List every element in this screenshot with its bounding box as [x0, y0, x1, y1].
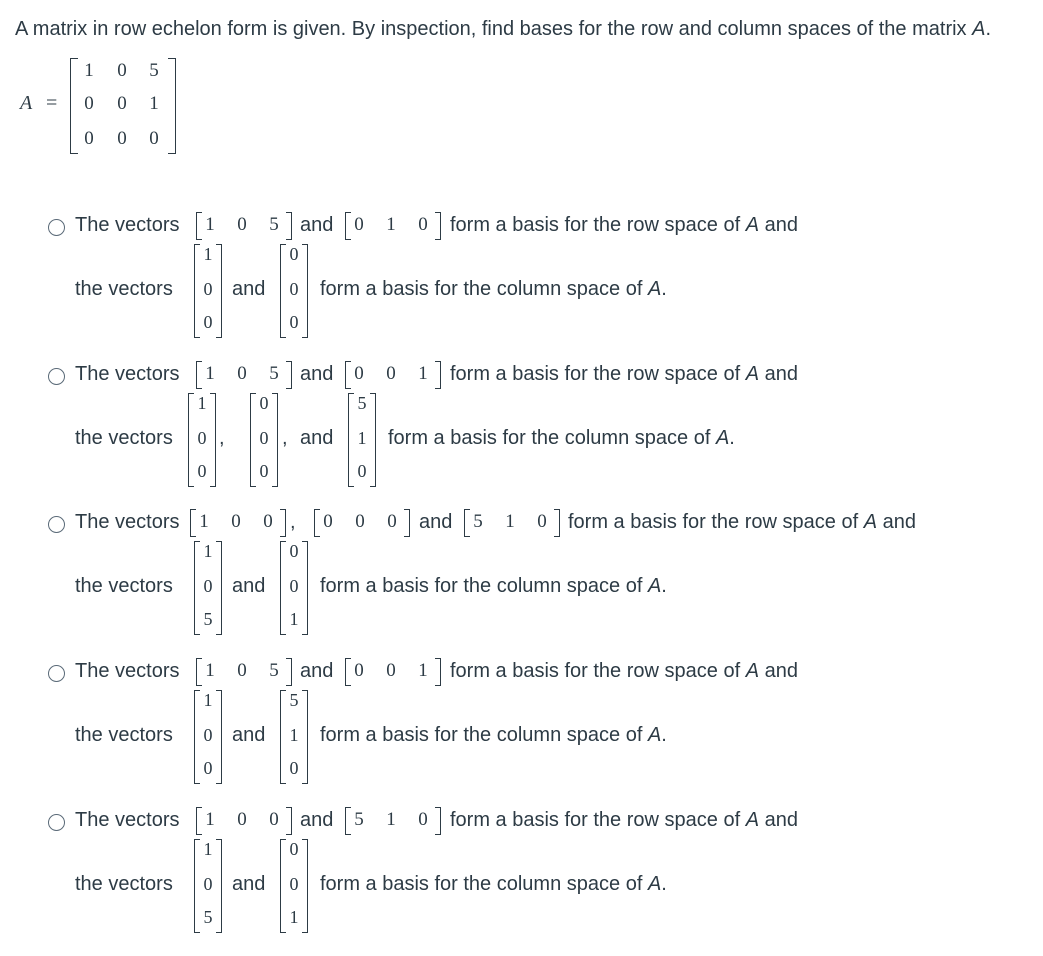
vector-entry: 5	[203, 907, 213, 927]
row-vector	[345, 658, 441, 686]
column-space-text: form a basis for the column space of A.	[320, 724, 667, 746]
option-text: the vectors	[75, 575, 173, 597]
and-text: and	[232, 873, 266, 895]
vector-entry: 1	[418, 363, 428, 384]
vector-entry: 1	[289, 609, 299, 629]
vector-entry: 0	[237, 214, 247, 235]
matrix-cell: 1	[149, 93, 159, 114]
vector-entry: 1	[289, 725, 299, 745]
vector-entry: 0	[418, 809, 428, 830]
vector-entry: 0	[386, 660, 396, 681]
and-text: and	[300, 214, 334, 236]
column-vector	[250, 393, 278, 487]
vector-entry: 0	[197, 461, 207, 481]
row-space-text: form a basis for the row space of A and	[450, 214, 798, 236]
radio-button[interactable]	[48, 516, 65, 533]
vector-entry: 0	[259, 393, 269, 413]
matrix-cell: 1	[84, 60, 94, 81]
vector-entry: 1	[386, 809, 396, 830]
vector-entry: 0	[537, 511, 547, 532]
vector-entry: 0	[237, 660, 247, 681]
matrix-cell: 0	[149, 128, 159, 149]
vector-entry: 0	[237, 809, 247, 830]
vector-entry: 5	[354, 809, 364, 830]
radio-button[interactable]	[48, 219, 65, 236]
column-space-text: form a basis for the column space of A.	[320, 873, 667, 895]
vector-entry: 0	[203, 576, 213, 596]
vector-entry: 0	[203, 312, 213, 332]
comma-text: ,	[282, 427, 288, 449]
and-text: and	[300, 363, 334, 385]
row-space-text: form a basis for the row space of A and	[450, 363, 798, 385]
question-prefix: A matrix in row echelon form is given. By inspection, find bases for the row and column spaces of the matrix	[15, 18, 973, 40]
vector-entry: 0	[354, 660, 364, 681]
vector-entry: 5	[269, 214, 279, 235]
vector-entry: 0	[289, 874, 299, 894]
vector-entry: 5	[269, 363, 279, 384]
row-vector	[314, 509, 410, 537]
option-text: The vectors	[75, 363, 180, 385]
vector-entry: 5	[203, 609, 213, 629]
vector-entry: 0	[386, 363, 396, 384]
vector-entry: 0	[269, 809, 279, 830]
vector-entry: 0	[354, 214, 364, 235]
vector-entry: 1	[289, 907, 299, 927]
and-text: and	[232, 278, 266, 300]
vector-entry: 0	[259, 428, 269, 448]
vector-entry: 0	[203, 874, 213, 894]
vector-entry: 0	[357, 461, 367, 481]
row-space-text: form a basis for the row space of A and	[568, 511, 916, 533]
row-vector	[345, 807, 441, 835]
matrix-cell: 0	[84, 128, 94, 149]
vector-entry: 1	[505, 511, 515, 532]
option-text: the vectors	[75, 278, 173, 300]
vector-entry: 0	[289, 244, 299, 264]
option-text: The vectors	[75, 809, 180, 831]
matrix-cell: 0	[84, 93, 94, 114]
radio-button[interactable]	[48, 368, 65, 385]
vector-entry: 0	[289, 541, 299, 561]
option-text: the vectors	[75, 724, 173, 746]
matrix-label: A	[20, 92, 33, 114]
vector-entry: 1	[199, 511, 209, 532]
column-vector	[280, 690, 308, 784]
row-vector	[196, 361, 292, 389]
column-space-text: form a basis for the column space of A.	[388, 427, 735, 449]
radio-button[interactable]	[48, 814, 65, 831]
vector-entry: 0	[237, 363, 247, 384]
vector-entry: 0	[289, 758, 299, 778]
row-vector	[196, 807, 292, 835]
option-text: the vectors	[75, 427, 173, 449]
vector-entry: 0	[203, 758, 213, 778]
and-text: and	[232, 575, 266, 597]
vector-entry: 1	[205, 363, 215, 384]
and-text: and	[300, 660, 334, 682]
option-text: The vectors	[75, 660, 180, 682]
row-vector	[196, 212, 292, 240]
vector-entry: 1	[197, 393, 207, 413]
vector-entry: 1	[386, 214, 396, 235]
matrix-equals: =	[46, 92, 58, 114]
column-vector	[280, 541, 308, 635]
vector-entry: 0	[289, 279, 299, 299]
vector-entry: 0	[354, 363, 364, 384]
column-space-text: form a basis for the column space of A.	[320, 575, 667, 597]
and-text: and	[232, 724, 266, 746]
comma-text: ,	[219, 427, 225, 449]
matrix-cell: 5	[149, 60, 159, 81]
vector-entry: 5	[289, 690, 299, 710]
vector-entry: 0	[289, 576, 299, 596]
column-vector	[188, 393, 216, 487]
option-text: The vectors	[75, 214, 180, 236]
vector-entry: 1	[357, 428, 367, 448]
column-vector	[280, 839, 308, 933]
matrix-a-body	[70, 58, 176, 154]
vector-entry: 0	[203, 279, 213, 299]
and-text: and	[419, 511, 453, 533]
matrix-cell: 0	[117, 60, 127, 81]
row-space-text: form a basis for the row space of A and	[450, 660, 798, 682]
column-vector	[280, 244, 308, 338]
vector-entry: 0	[355, 511, 365, 532]
row-vector	[345, 212, 441, 240]
vector-entry: 0	[197, 428, 207, 448]
row-vector	[196, 658, 292, 686]
column-vector	[348, 393, 376, 487]
row-vector	[464, 509, 560, 537]
option-text: The vectors	[75, 511, 180, 533]
and-text: and	[300, 809, 334, 831]
matrix-cell: 0	[117, 128, 127, 149]
question-period: .	[985, 18, 992, 40]
row-space-text: form a basis for the row space of A and	[450, 809, 798, 831]
vector-entry: 1	[203, 541, 213, 561]
vector-entry: 0	[387, 511, 397, 532]
vector-entry: 1	[203, 690, 213, 710]
column-vector	[194, 690, 222, 784]
vector-entry: 0	[231, 511, 241, 532]
vector-entry: 5	[357, 393, 367, 413]
row-vector	[190, 509, 286, 537]
and-text: and	[300, 427, 334, 449]
vector-entry: 5	[269, 660, 279, 681]
vector-entry: 0	[289, 839, 299, 859]
comma-text: ,	[290, 511, 296, 533]
column-vector	[194, 541, 222, 635]
matrix-cell: 0	[117, 93, 127, 114]
vector-entry: 1	[205, 214, 215, 235]
radio-button[interactable]	[48, 665, 65, 682]
question-text	[15, 18, 991, 41]
vector-entry: 0	[263, 511, 273, 532]
vector-entry: 1	[203, 839, 213, 859]
vector-entry: 1	[205, 809, 215, 830]
vector-entry: 0	[259, 461, 269, 481]
vector-entry: 0	[289, 312, 299, 332]
column-vector	[194, 839, 222, 933]
vector-entry: 1	[205, 660, 215, 681]
column-vector	[194, 244, 222, 338]
column-space-text: form a basis for the column space of A.	[320, 278, 667, 300]
vector-entry: 1	[203, 244, 213, 264]
vector-entry: 0	[323, 511, 333, 532]
row-vector	[345, 361, 441, 389]
vector-entry: 0	[418, 214, 428, 235]
question-matrix-name: A	[972, 18, 986, 40]
option-text: the vectors	[75, 873, 173, 895]
vector-entry: 1	[418, 660, 428, 681]
vector-entry: 5	[473, 511, 483, 532]
vector-entry: 0	[203, 725, 213, 745]
